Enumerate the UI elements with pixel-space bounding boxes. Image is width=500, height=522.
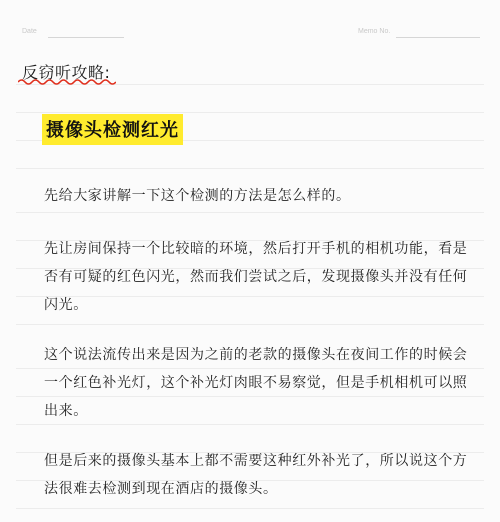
page-heading: 反窃听攻略: — [22, 63, 111, 82]
paragraph-method: 先让房间保持一个比较暗的环境，然后打开手机的相机功能，看是否有可疑的红色闪光，然而我们尝试之后，发现摄像头并没有任何闪光。 — [44, 241, 468, 313]
highlighted-title: 摄像头检测红光 — [42, 114, 183, 145]
paragraph-reason: 这个说法流传出来是因为之前的老款的摄像头在夜间工作的时候会一个红色补光灯，这个补光灯肉眼不易察觉，但是手机相机可以照出来。 — [44, 347, 468, 419]
rule-line — [16, 212, 484, 213]
rule-line — [16, 324, 484, 325]
rule-line — [16, 508, 484, 509]
paragraph-conclusion: 但是后来的摄像头基本上都不需要这种红外补光了，所以说这个方法很难去检测到现在酒店的摄像头。 — [44, 453, 468, 497]
red-squiggle-underline — [18, 78, 116, 86]
memo-label: Memo No. — [358, 28, 391, 35]
paragraph-intro: 先给大家讲解一下这个检测的方法是怎么样的。 — [44, 188, 351, 204]
rule-line — [16, 112, 484, 113]
rule-line — [16, 168, 484, 169]
date-underline — [48, 37, 124, 38]
date-label: Date — [22, 28, 37, 35]
memo-underline — [396, 37, 480, 38]
